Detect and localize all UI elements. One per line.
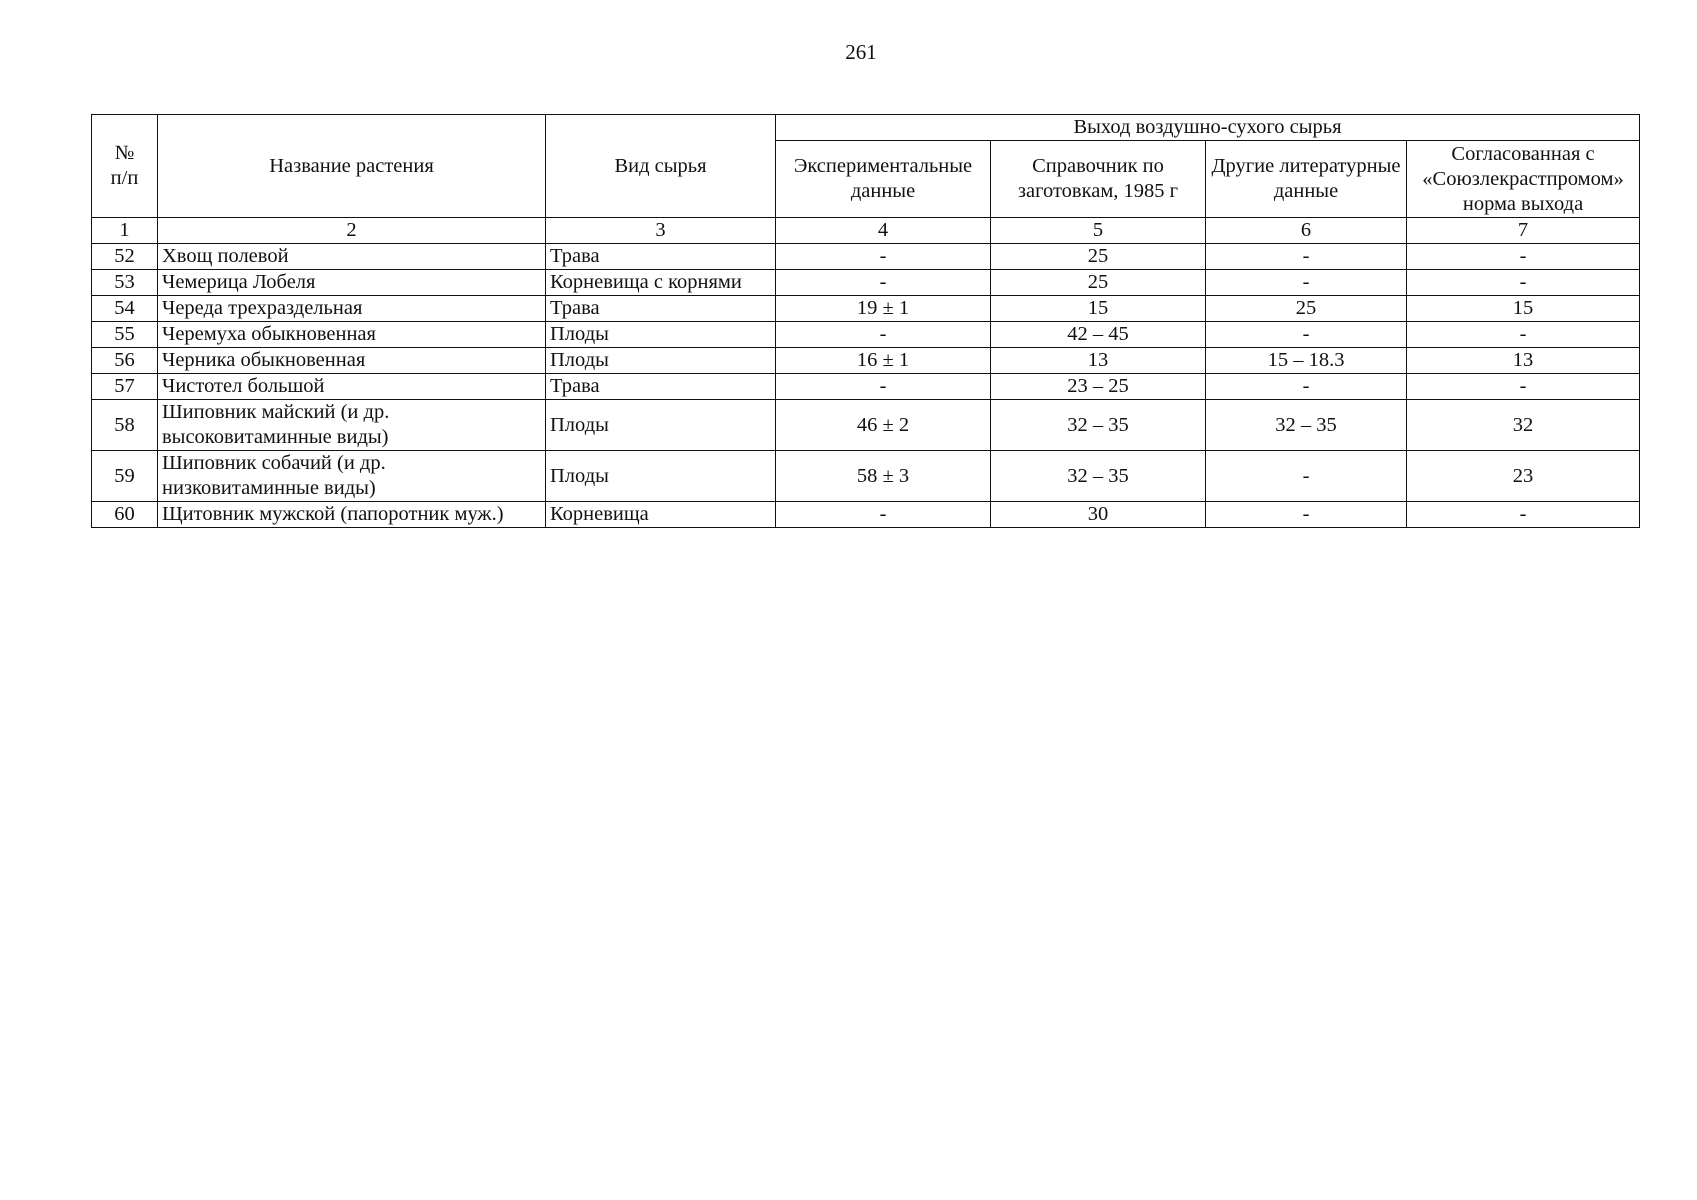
row-number: 60 bbox=[92, 502, 158, 528]
header-experimental-data: Экспериментальные данные bbox=[776, 141, 991, 218]
raw-material-type: Трава bbox=[546, 374, 776, 400]
table-row bbox=[92, 322, 1640, 348]
plant-yield-table bbox=[91, 114, 1640, 528]
header-yield-group: Выход воздушно-сухого сырья bbox=[776, 115, 1640, 141]
row-number: 57 bbox=[92, 374, 158, 400]
literature-value: 15 – 18.3 bbox=[1206, 348, 1407, 374]
row-number: 56 bbox=[92, 348, 158, 374]
agreed-norm-value: - bbox=[1407, 374, 1640, 400]
reference-value: 13 bbox=[991, 348, 1206, 374]
literature-value: 32 – 35 bbox=[1206, 400, 1407, 451]
table-row bbox=[92, 244, 1640, 270]
experimental-value: - bbox=[776, 244, 991, 270]
experimental-value: - bbox=[776, 322, 991, 348]
agreed-norm-value: 15 bbox=[1407, 296, 1640, 322]
literature-value: - bbox=[1206, 374, 1407, 400]
raw-material-type: Плоды bbox=[546, 322, 776, 348]
column-number: 7 bbox=[1407, 218, 1640, 244]
agreed-norm-value: 23 bbox=[1407, 451, 1640, 502]
literature-value: - bbox=[1206, 270, 1407, 296]
header-plant-name: Название растения bbox=[158, 115, 546, 218]
plant-name: Черника обыкновенная bbox=[158, 348, 546, 374]
column-number: 6 bbox=[1206, 218, 1407, 244]
header-raw-material-type: Вид сырья bbox=[546, 115, 776, 218]
raw-material-type: Трава bbox=[546, 244, 776, 270]
table-row bbox=[92, 502, 1640, 528]
plant-name: Хвощ полевой bbox=[158, 244, 546, 270]
plant-name: Чистотел большой bbox=[158, 374, 546, 400]
header-agreed-norm: Согласованная с «Союзлекрастпромом» норма выхода bbox=[1407, 141, 1640, 218]
reference-value: 25 bbox=[991, 244, 1206, 270]
literature-value: 25 bbox=[1206, 296, 1407, 322]
header-row-number bbox=[92, 115, 158, 218]
experimental-value: 46 ± 2 bbox=[776, 400, 991, 451]
reference-value: 42 – 45 bbox=[991, 322, 1206, 348]
table-row bbox=[92, 348, 1640, 374]
row-number: 55 bbox=[92, 322, 158, 348]
table-row bbox=[92, 400, 1640, 451]
literature-value: - bbox=[1206, 451, 1407, 502]
raw-material-type: Корневища bbox=[546, 502, 776, 528]
header-reference-1985: Справочник по заготовкам, 1985 г bbox=[991, 141, 1206, 218]
experimental-value: 58 ± 3 bbox=[776, 451, 991, 502]
row-number: 53 bbox=[92, 270, 158, 296]
experimental-value: - bbox=[776, 502, 991, 528]
column-number: 4 bbox=[776, 218, 991, 244]
reference-value: 32 – 35 bbox=[991, 400, 1206, 451]
column-number: 3 bbox=[546, 218, 776, 244]
table-body bbox=[92, 218, 1640, 528]
raw-material-type: Корневища с корнями bbox=[546, 270, 776, 296]
row-number: 52 bbox=[92, 244, 158, 270]
literature-value: - bbox=[1206, 244, 1407, 270]
plant-name: Черемуха обыкновенная bbox=[158, 322, 546, 348]
agreed-norm-value: - bbox=[1407, 270, 1640, 296]
agreed-norm-value: - bbox=[1407, 244, 1640, 270]
agreed-norm-value: - bbox=[1407, 322, 1640, 348]
row-number: 58 bbox=[92, 400, 158, 451]
raw-material-type: Трава bbox=[546, 296, 776, 322]
agreed-norm-value: 32 bbox=[1407, 400, 1640, 451]
literature-value: - bbox=[1206, 322, 1407, 348]
experimental-value: 19 ± 1 bbox=[776, 296, 991, 322]
raw-material-type: Плоды bbox=[546, 400, 776, 451]
table-row bbox=[92, 451, 1640, 502]
plant-name: Шиповник собачий (и др. низковитаминные виды) bbox=[158, 451, 546, 502]
column-number: 5 bbox=[991, 218, 1206, 244]
reference-value: 15 bbox=[991, 296, 1206, 322]
table-row bbox=[92, 374, 1640, 400]
plant-name: Шиповник майский (и др. высоковитаминные виды) bbox=[158, 400, 546, 451]
column-number: 1 bbox=[92, 218, 158, 244]
header-row-number-symbol: № bbox=[114, 142, 135, 164]
experimental-value: - bbox=[776, 374, 991, 400]
raw-material-type: Плоды bbox=[546, 451, 776, 502]
header-row-number-abbr: п/п bbox=[110, 167, 139, 189]
table-row bbox=[92, 296, 1640, 322]
reference-value: 23 – 25 bbox=[991, 374, 1206, 400]
column-number: 2 bbox=[158, 218, 546, 244]
row-number: 59 bbox=[92, 451, 158, 502]
plant-name: Чемерица Лобеля bbox=[158, 270, 546, 296]
table-header bbox=[92, 115, 1640, 218]
plant-name: Череда трехраздельная bbox=[158, 296, 546, 322]
reference-value: 30 bbox=[991, 502, 1206, 528]
experimental-value: 16 ± 1 bbox=[776, 348, 991, 374]
literature-value: - bbox=[1206, 502, 1407, 528]
experimental-value: - bbox=[776, 270, 991, 296]
page-number: 261 bbox=[845, 40, 877, 64]
agreed-norm-value: - bbox=[1407, 502, 1640, 528]
row-number: 54 bbox=[92, 296, 158, 322]
reference-value: 25 bbox=[991, 270, 1206, 296]
raw-material-type: Плоды bbox=[546, 348, 776, 374]
header-other-literature: Другие литературные данные bbox=[1206, 141, 1407, 218]
reference-value: 32 – 35 bbox=[991, 451, 1206, 502]
plant-name: Щитовник мужской (папоротник муж.) bbox=[158, 502, 546, 528]
column-number-row bbox=[92, 218, 1640, 244]
agreed-norm-value: 13 bbox=[1407, 348, 1640, 374]
table-row bbox=[92, 270, 1640, 296]
